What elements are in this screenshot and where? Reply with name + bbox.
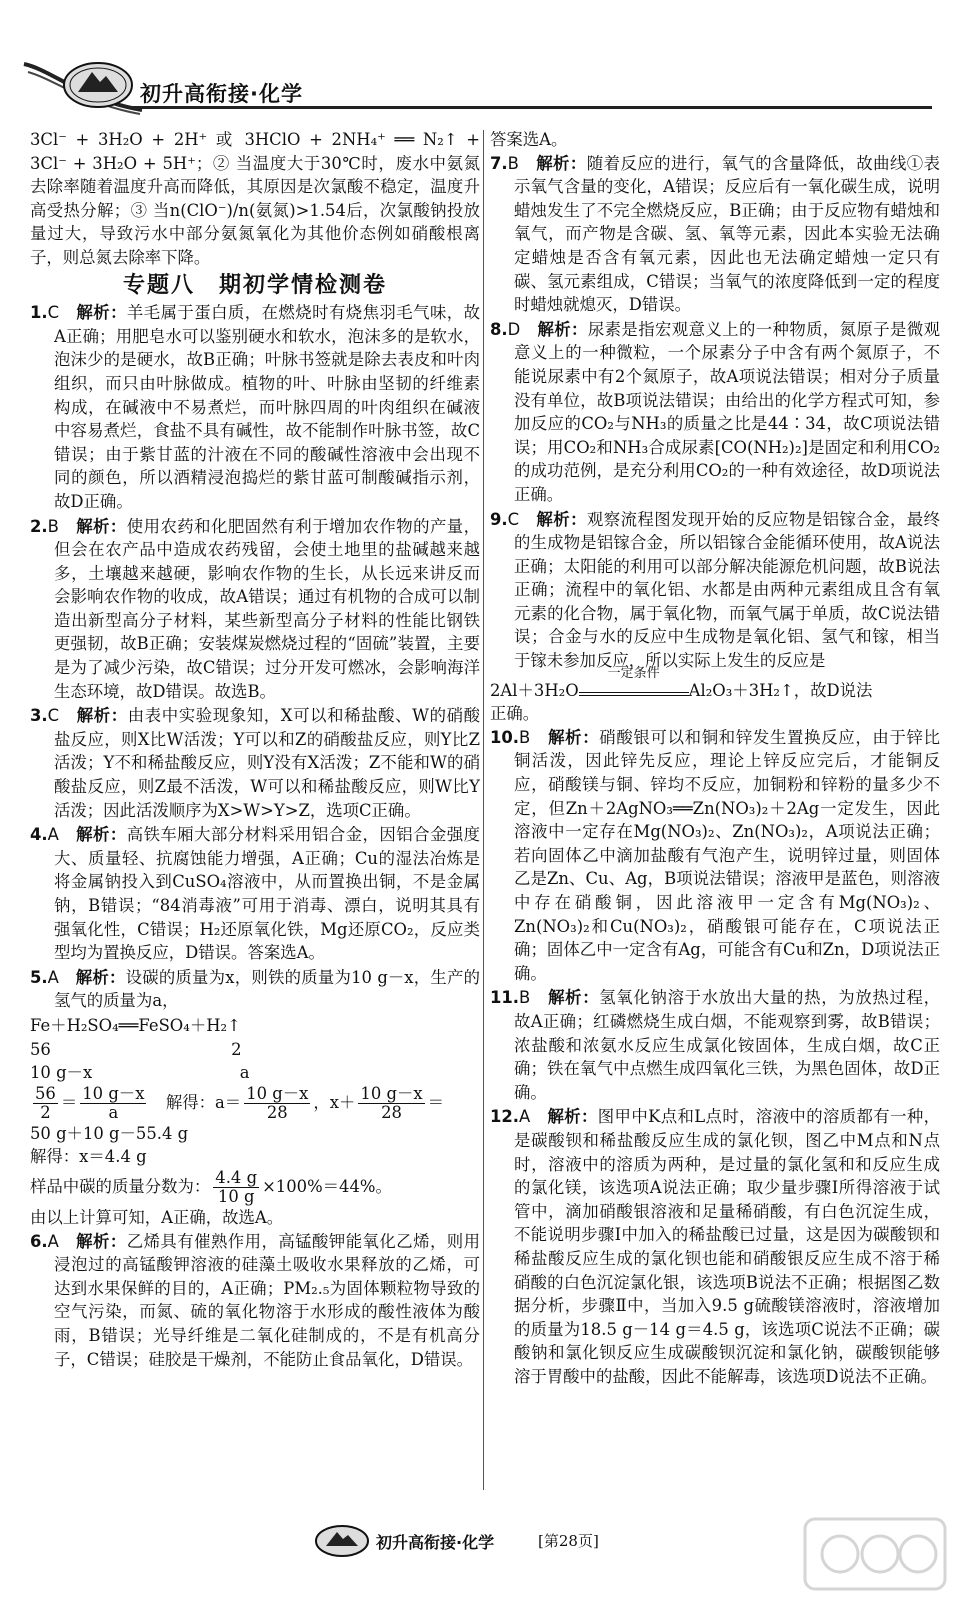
analysis-label: 解析： bbox=[537, 319, 588, 339]
equals: ＝ bbox=[427, 1092, 445, 1112]
proportion-line: $\frac{56}{2}$ ＝ $\frac{10 g-x}{a}$ 解得：a＝ $\frac{10 g-x}{28}$ ，x＋ $\frac{10 g-x}{28}$ ＝ bbox=[35, 1083, 445, 1122]
analysis-label: 解析： bbox=[75, 967, 126, 987]
answer-letter: D bbox=[507, 319, 521, 339]
answer-letter: B bbox=[519, 988, 531, 1008]
fraction-result-line: 样品中碳的质量分数为： $\frac{4.4 g}{10 g}$ ×100%＝44%。 bbox=[30, 1167, 392, 1206]
equation-line: Fe＋H₂SO₄══FeSO₄＋H₂↑ bbox=[30, 1015, 241, 1035]
answer-item-8 bbox=[490, 318, 940, 507]
right-column bbox=[490, 128, 940, 1389]
publisher-logo-icon bbox=[314, 1524, 370, 1558]
analysis-text: 尿素是指宏观意义上的一种物质，氮原子是微观意义上的一种微粒，一个尿素分子中含有两个氮原子，不能说尿素中有2个氮原子，故A项说法错误；相对分子质量没有单位，故B项说法错误；由给出的化学方程式可知，参加反应的CO₂与NH₃的质量之比是44∶34，故C项说法错误；用CO₂和NH₃合成尿素[CO(NH₂)₂]是固定和利用CO₂的成功范例，是充分利用CO₂的一种有效途径，故D项说法正确。 bbox=[514, 319, 941, 504]
answer-item-6 bbox=[30, 1230, 480, 1372]
fraction: $\frac{10 g-x}{a}$ bbox=[82, 1083, 145, 1122]
publisher-logo-icon bbox=[62, 60, 134, 110]
answer-letter: A bbox=[47, 825, 59, 845]
analysis-text: 随着反应的进行，氧气的含量降低，故曲线①表示氧气含量的变化，A错误；反应后有一氧化碳生成，说明蜡烛发生了不完全燃烧反应，B正确；由于反应物有蜡烛和氧气，而产物是含碳、氢、氧等元素，因此本实验无法确定蜡烛是否含有氧元素，因此也无法确定蜡烛一定只有碳、氢元素组成，C错误；当氧气的浓度降低到一定的程度时蜡烛就熄灭，D错误。 bbox=[514, 153, 941, 315]
analysis-label: 解析： bbox=[536, 509, 587, 529]
analysis-text: 图甲中K点和L点时，溶液中的溶质都有一种，是碳酸钡和稀盐酸反应生成的氯化钡，图乙中M点和N点时，溶液中的溶质为两种，是过量的氯化氢和和反应生成的氯化镁，该选项A说法正确；取少量步骤Ⅰ所得溶液于试管中，滴加硝酸银溶液和足量稀硝酸，有白色沉淀生成，不能说明步骤Ⅰ中加入的稀盐酸已过量，这是因为碳酸钡和稀盐酸反应生成的氯化钡也能和硝酸银反应生成不溶于稀硝酸的白色沉淀氯化银，该选项B说法不正确；根据图乙数据分析，步骤Ⅱ中，当加入9.5 g硫酸镁溶液时，溶液增加的质量为18.5 g－14 g＝4.5 g，该选项C说法不正确；碳酸钠和氯化钡反应生成碳酸钡沉淀和氯化钠，碳酸钡能够溶于胃酸中的盐酸，因此不能解毒，该选项D说法不正确。 bbox=[514, 1107, 941, 1386]
answer-item-9 bbox=[490, 508, 940, 673]
item-number: 1. bbox=[30, 303, 48, 323]
analysis-text: 使用农药和化肥固然有利于增加农作物的产量，但会在农产品中造成农药残留，会使土地里的盐碱越来越多，土壤越来越硬，影响农作物的生长，从长远来讲反而会影响农作物的收成，故A错误；通过有机物的合成可以制造出新型高分子材料，某些新型高分子材料的性能比钢铁更强韧，故B正确；安装煤炭燃烧过程的“固硫”装置，主要是为了减少污染，故C错误；过分开发可燃冰，会影响海洋生态环境，故D错误。故选B。 bbox=[54, 516, 481, 701]
solve-label: 解得：a＝ bbox=[149, 1092, 242, 1112]
reaction-tail: 正确。 bbox=[490, 704, 540, 724]
left-column bbox=[30, 128, 480, 1372]
item-number: 3. bbox=[30, 706, 48, 726]
answer-letter: B bbox=[47, 516, 59, 536]
equation-unknown-line: 10 g－x a bbox=[30, 1063, 250, 1083]
analysis-text: 氢氧化钠溶于水放出大量的热，为放热过程，故A正确；红磷燃烧生成白烟，不能观察到雾，故B错误；浓盐酸和浓氨水反应生成氯化铵固体，生成白烟，故C正确；铁在氧气中点燃生成四氧化三铁，为黑色固体，故D正确。 bbox=[514, 988, 941, 1102]
section-title: 专题八 期初学情检测卷 bbox=[122, 272, 387, 298]
answer-item-10 bbox=[490, 726, 940, 986]
answer-item-5 bbox=[30, 966, 480, 1013]
item-number: 9. bbox=[490, 509, 508, 529]
analysis-label: 解析： bbox=[76, 825, 127, 845]
fraction: $\frac{10 g-x}{28}$ bbox=[360, 1083, 423, 1122]
header-title: 初升高衔接·化学 bbox=[140, 82, 303, 106]
answer-item-1 bbox=[30, 301, 480, 513]
analysis-label: 解析： bbox=[548, 988, 600, 1008]
answer-item-2 bbox=[30, 515, 480, 704]
item-number: 11. bbox=[490, 988, 520, 1008]
solution-line: 解得：x＝4.4 g bbox=[30, 1147, 147, 1167]
analysis-label: 解析： bbox=[548, 727, 600, 747]
analysis-label: 解析： bbox=[76, 706, 128, 726]
watermark-icon bbox=[800, 1514, 950, 1594]
page-number: [第28页] bbox=[538, 1532, 599, 1550]
equation-sum-line: 50 g＋10 g－55.4 g bbox=[30, 1123, 189, 1143]
page-header bbox=[22, 60, 922, 124]
answer-item-3 bbox=[30, 704, 480, 822]
conclusion-line: 由以上计算可知，A正确，故选A。 bbox=[30, 1207, 284, 1227]
reaction-condition: 一定条件 bbox=[607, 665, 660, 681]
answer-letter: C bbox=[47, 706, 60, 726]
analysis-text: 硝酸银可以和铜和锌发生置换反应，由于锌比铜活泼，因此锌先反应，理论上锌反应完后，才能铜反应，硝酸镁与铜、锌均不反应，加铜粉和锌粉的量多少不定，但Zn＋2AgNO₃══Zn(NO₃)₂＋2Ag一定发生，因此溶液中一定存在Mg(NO₃)₂、Zn(NO₃)₂，A项说法正确；若向固体乙中滴加盐酸有气泡产生，说明锌过量，则固体乙是Zn、Cu、Ag，B项说法错误；溶液甲是蓝色，则溶液中存在硝酸铜，因此溶液甲一定含有Mg(NO₃)₂、Zn(NO₃)₂和Cu(NO₃)₂，硝酸银可能存在，C项说法正确；固体乙中一定含有Ag，可能含有Cu和Zn，D项说法正确。 bbox=[514, 727, 941, 983]
item-number: 4. bbox=[30, 825, 48, 845]
fraction: $\frac{56}{2}$ bbox=[35, 1083, 56, 1122]
analysis-text: 由表中实验现象知，X可以和稀盐酸、W的硝酸盐反应，则X比W活泼；Y可以和Z的硝酸盐反应，则Y比Z活泼；Y不和稀盐酸反应，则Y没有X活泼；Z不能和W的硝酸盐反应，则Z最不活泼，W可以和稀盐酸反应，则W比Y活泼；因此活泼顺序为X>W>Y>Z，选项C正确。 bbox=[54, 706, 481, 820]
analysis-label: 解析： bbox=[547, 1107, 598, 1127]
answer-letter: A bbox=[47, 1231, 59, 1251]
answer-letter: C bbox=[47, 303, 60, 323]
answer-letter: B bbox=[519, 727, 531, 747]
item-number: 2. bbox=[30, 516, 48, 536]
analysis-text: 乙烯具有催熟作用，高锰酸钾能氧化乙烯，则用浸泡过的高锰酸钾溶液的硅藻土吸收水果释放的乙烯，可达到水果保鲜的目的，A正确；PM₂.₅为固体颗粒物导致的空气污染，而氮、硫的氧化物溶于水形成的酸性液体为酸雨，B错误；光导纤维是二氧化硅制成的，不是有机高分子，C错误；硅胶是干燥剂，不能防止食品氧化，D错误。 bbox=[54, 1231, 481, 1369]
plus-x: ，x＋ bbox=[313, 1092, 356, 1112]
analysis-text: 设碳的质量为x，则铁的质量为10 g－x，生产的氢气的质量为a， bbox=[54, 967, 481, 1011]
footer-title: 初升高衔接·化学 bbox=[376, 1533, 495, 1552]
analysis-text: 观察流程图发现开始的反应物是铝镓合金，最终的生成物是铝镓合金，所以铝镓合金能循环使用，故A说法正确；太阳能的利用可以部分解决能源危机问题，故B说法正确；流程中的氧化铝、水都是由两种元素组成且含有氧元素的化合物，属于氧化物，而氧气属于单质，故C说法错误；合金与水的反应中生成物是氧化铝、氢气和镓，相当于镓未参加反应，所以实际上发生的反应是 bbox=[514, 509, 941, 671]
equation-mass-line: 56 2 bbox=[30, 1039, 242, 1059]
fraction: $\frac{10 g-x}{28}$ bbox=[246, 1083, 309, 1122]
item-number: 5. bbox=[30, 967, 48, 987]
item-number: 8. bbox=[490, 319, 508, 339]
column-divider bbox=[483, 130, 484, 1490]
analysis-label: 解析： bbox=[76, 1231, 127, 1251]
analysis-text: 羊毛属于蛋白质，在燃烧时有烧焦羽毛气味，故A正确；用肥皂水可以鉴别硬水和软水，泡沫多的是软水，泡沫少的是硬水，故B正确；叶脉书签就是除去表皮和叶肉组织，而只由叶脉做成。植物的叶、叶脉由坚韧的纤维素构成，在碱液中不易煮烂，而叶脉四周的叶肉组织在碱液中容易煮烂，食盐不具有碱性，故不能制作叶脉书签，故C错误；由于紫甘蓝的汁液在不同的酸碱性溶液中会出现不同的颜色，所以酒精浸泡捣烂的紫甘蓝可制酸碱指示剂，故D正确。 bbox=[54, 303, 481, 511]
carry-over-text: 答案选A。 bbox=[490, 130, 568, 149]
fraction: $\frac{4.4 g}{10 g}$ bbox=[215, 1167, 258, 1206]
reaction-equation: 2Al＋3H₂O 一定条件 Al₂O₃＋3H₂↑，故D说法 bbox=[490, 665, 873, 700]
analysis-text: 高铁车厢大部分材料采用铝合金，因铝合金强度大、质量轻、抗腐蚀能力增强，A正确；Cu的湿法冶炼是将金属钠投入到CuSO₄溶液中，从而置换出铜，不是金属钠，B错误；“84消毒液”可用于消毒、漂白，说明其具有强氧化性，C错误；H₂还原氧化铁，Mg还原CO₂，反应类型均为置换反应，D错误。答案选A。 bbox=[54, 825, 481, 963]
item-number: 12. bbox=[490, 1107, 520, 1127]
answer-letter: C bbox=[507, 509, 520, 529]
answer-item-11 bbox=[490, 986, 940, 1104]
item-number: 10. bbox=[490, 727, 520, 747]
analysis-label: 解析： bbox=[76, 516, 127, 536]
header-rule bbox=[132, 106, 932, 109]
answer-item-4 bbox=[30, 823, 480, 965]
analysis-label: 解析： bbox=[76, 303, 127, 323]
answer-letter: A bbox=[47, 967, 59, 987]
item-number: 6. bbox=[30, 1231, 48, 1251]
answer-item-12 bbox=[490, 1105, 940, 1388]
analysis-label: 解析： bbox=[536, 153, 587, 173]
intro-paragraph: 3Cl⁻ + 3H₂O + 2H⁺ 或 3HClO + 2NH₄⁺ ══ N₂↑ + 3Cl⁻ + 3H₂O + 5H⁺；② 当温度大于30℃时，废水中氨氮去除率随着温度升高而降低，其原因是次氯酸不稳定，温度升高受热分解；③ 当n(ClO⁻)/n(氨氮)>1.54后，次氯酸钠投放量过大，导致污水中部分氨氮氧化为其他价态例如硝酸根离子，则总氮去除率下降。 bbox=[30, 130, 480, 267]
item-number: 7. bbox=[490, 153, 508, 173]
answer-letter: A bbox=[519, 1107, 531, 1127]
answer-item-7 bbox=[490, 152, 940, 317]
page-footer bbox=[300, 1522, 660, 1562]
answer-letter: B bbox=[507, 153, 519, 173]
